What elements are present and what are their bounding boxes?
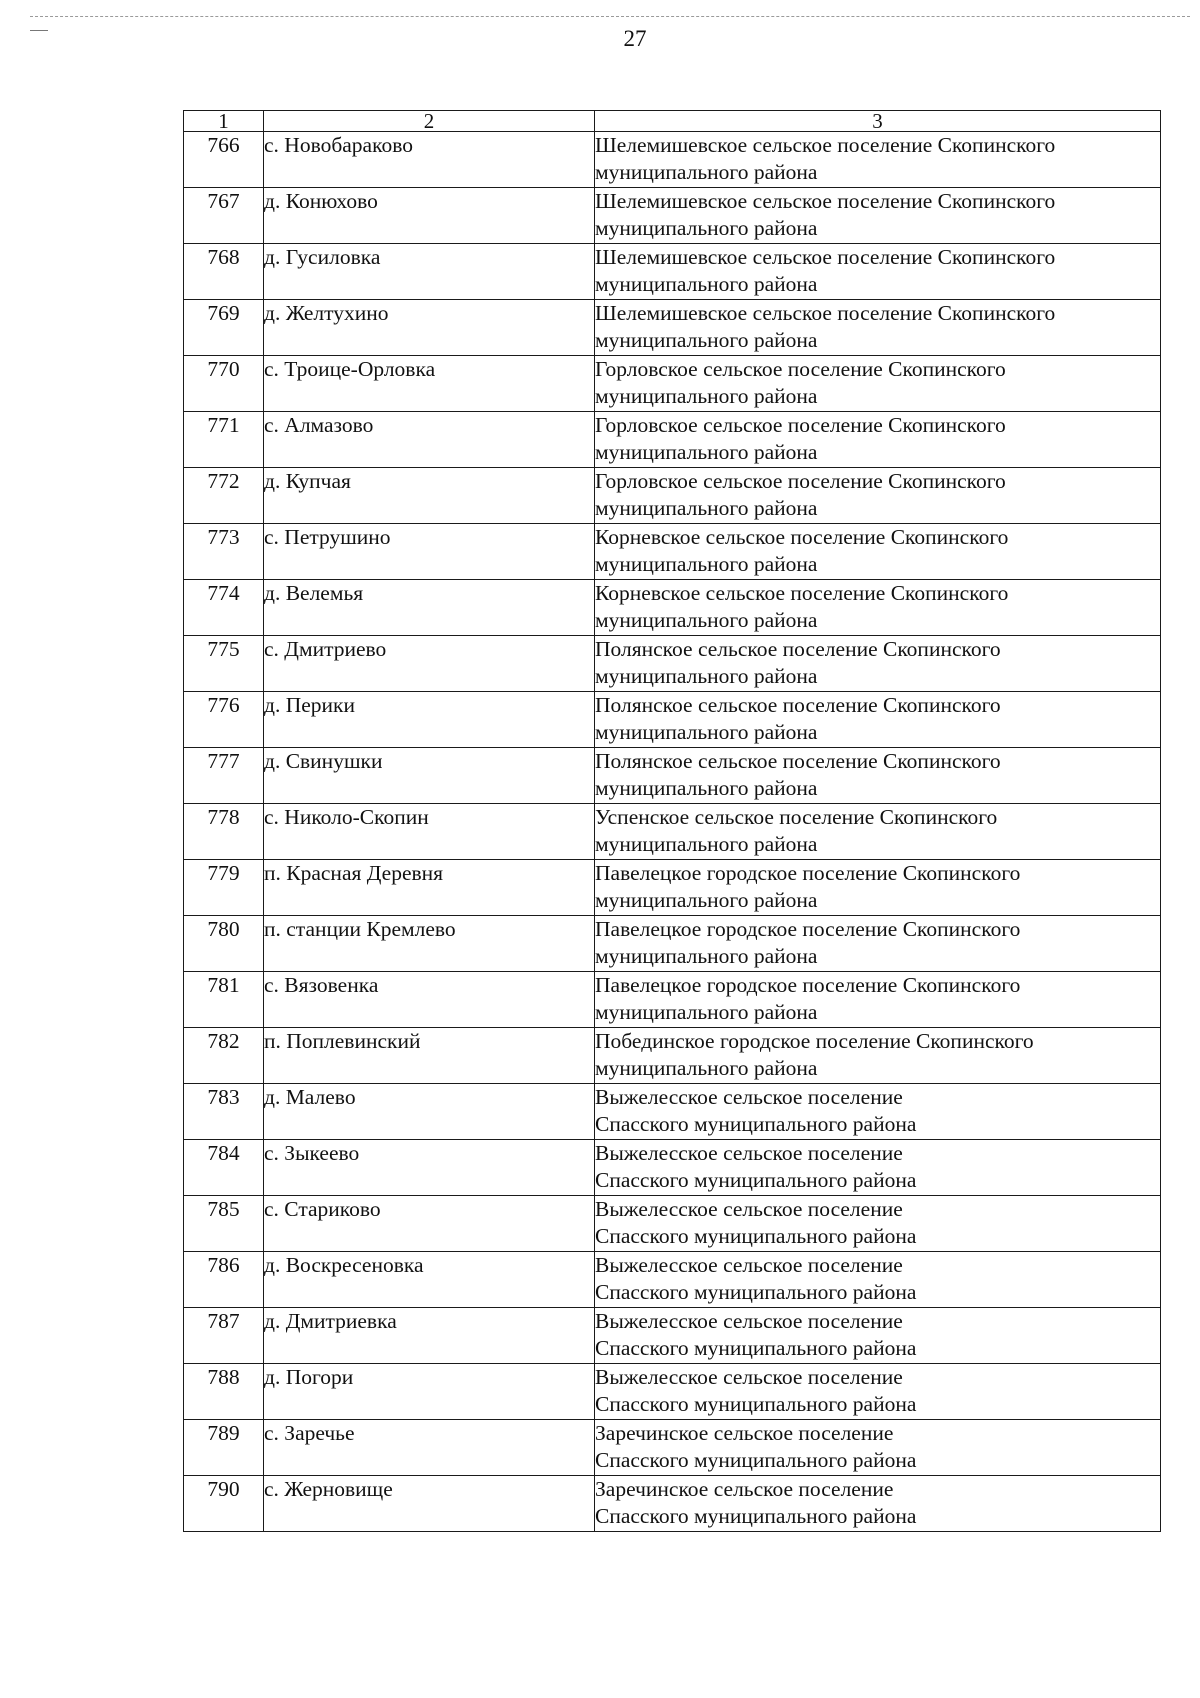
row-number: 769 [184,300,264,356]
table-row [184,412,1161,468]
row-number: 783 [184,1084,264,1140]
municipality-line-2: муниципального района [595,216,818,240]
settlement-name: д. Перики [264,692,595,748]
row-number: 766 [184,132,264,188]
settlement-name: с. Новобараково [264,132,595,188]
municipality-line-1: Заречинское сельское поселение [595,1421,894,1445]
municipality-line-1: Побединское городское поселение Скопинского [595,1029,1034,1053]
municipality-line-2: Спасского муниципального района [595,1168,917,1192]
municipality-line-2: Спасского муниципального района [595,1336,917,1360]
settlement-name: д. Купчая [264,468,595,524]
municipality-line-1: Горловское сельское поселение Скопинского [595,357,1006,381]
table-body [184,132,1161,1532]
municipality-line-2: муниципального района [595,1056,818,1080]
row-number: 771 [184,412,264,468]
municipality-line-1: Выжелесское сельское поселение [595,1365,903,1389]
municipality-cell [595,692,1161,748]
settlement-name: с. Вязовенка [264,972,595,1028]
municipality-line-1: Шелемишевское сельское поселение Скопинского [595,189,1056,213]
row-number: 767 [184,188,264,244]
table-row [184,804,1161,860]
municipality-line-1: Заречинское сельское поселение [595,1477,894,1501]
municipality-line-2: муниципального района [595,384,818,408]
settlement-name: с. Жерновище [264,1476,595,1532]
row-number: 778 [184,804,264,860]
municipality-line-2: муниципального района [595,440,818,464]
municipality-line-1: Шелемишевское сельское поселение Скопинского [595,133,1056,157]
table-row [184,244,1161,300]
municipality-line-2: Спасского муниципального района [595,1112,917,1136]
municipality-cell [595,524,1161,580]
municipality-line-2: муниципального района [595,496,818,520]
municipality-line-1: Корневское сельское поселение Скопинского [595,525,1009,549]
row-number: 774 [184,580,264,636]
row-number: 770 [184,356,264,412]
table-row [184,1252,1161,1308]
row-number: 781 [184,972,264,1028]
table-row [184,1308,1161,1364]
row-number: 773 [184,524,264,580]
municipality-line-1: Шелемишевское сельское поселение Скопинского [595,245,1056,269]
municipality-cell [595,1084,1161,1140]
table-row [184,524,1161,580]
municipality-cell [595,580,1161,636]
settlement-name: д. Гусиловка [264,244,595,300]
municipality-line-1: Горловское сельское поселение Скопинского [595,469,1006,493]
settlement-name: д. Свинушки [264,748,595,804]
settlement-name: с. Зыкеево [264,1140,595,1196]
table-row [184,916,1161,972]
municipality-cell [595,1252,1161,1308]
settlement-name: п. Поплевинский [264,1028,595,1084]
municipality-line-1: Полянское сельское поселение Скопинского [595,749,1001,773]
row-number: 779 [184,860,264,916]
municipality-line-2: муниципального района [595,1000,818,1024]
municipality-line-2: муниципального района [595,888,818,912]
municipality-cell [595,860,1161,916]
municipality-line-2: муниципального района [595,552,818,576]
municipality-cell [595,748,1161,804]
row-number: 776 [184,692,264,748]
settlement-name: с. Алмазово [264,412,595,468]
settlement-name: д. Воскресеновка [264,1252,595,1308]
row-number: 789 [184,1420,264,1476]
municipality-line-1: Полянское сельское поселение Скопинского [595,637,1001,661]
settlement-name: д. Конюхово [264,188,595,244]
row-number: 784 [184,1140,264,1196]
municipality-line-2: муниципального района [595,160,818,184]
row-number: 788 [184,1364,264,1420]
table-row [184,1364,1161,1420]
column-header-1: 1 [184,111,264,132]
table-row [184,1084,1161,1140]
municipality-line-2: муниципального района [595,272,818,296]
table-row [184,132,1161,188]
settlement-name: с. Петрушино [264,524,595,580]
settlement-name: с. Дмитриево [264,636,595,692]
municipality-cell [595,468,1161,524]
municipality-line-2: муниципального района [595,944,818,968]
municipality-line-1: Горловское сельское поселение Скопинского [595,413,1006,437]
municipality-cell [595,132,1161,188]
table-row [184,692,1161,748]
table-row [184,468,1161,524]
municipality-cell [595,1420,1161,1476]
scan-edge-line [30,16,1190,17]
column-header-3: 3 [595,111,1161,132]
municipality-line-1: Выжелесское сельское поселение [595,1309,903,1333]
table-row [184,1476,1161,1532]
row-number: 790 [184,1476,264,1532]
settlement-name: д. Погори [264,1364,595,1420]
municipality-line-2: муниципального района [595,776,818,800]
row-number: 780 [184,916,264,972]
table-row [184,300,1161,356]
municipality-cell [595,300,1161,356]
municipality-cell [595,1140,1161,1196]
table-row [184,1196,1161,1252]
row-number: 777 [184,748,264,804]
table-row [184,356,1161,412]
municipality-cell [595,244,1161,300]
municipality-cell [595,972,1161,1028]
table-row [184,860,1161,916]
municipality-line-1: Корневское сельское поселение Скопинского [595,581,1009,605]
row-number: 786 [184,1252,264,1308]
municipality-cell [595,1308,1161,1364]
municipality-line-1: Успенское сельское поселение Скопинского [595,805,998,829]
municipality-line-1: Павелецкое городское поселение Скопинского [595,973,1021,997]
column-header-2: 2 [264,111,595,132]
row-number: 775 [184,636,264,692]
municipality-line-1: Полянское сельское поселение Скопинского [595,693,1001,717]
municipality-line-2: муниципального района [595,664,818,688]
table-row [184,1140,1161,1196]
municipality-cell [595,412,1161,468]
municipality-line-2: муниципального района [595,608,818,632]
municipality-cell [595,1364,1161,1420]
municipality-line-1: Шелемишевское сельское поселение Скопинского [595,301,1056,325]
settlements-table [183,110,1161,1532]
municipality-line-1: Выжелесское сельское поселение [595,1141,903,1165]
municipality-cell [595,1028,1161,1084]
table-header-row [184,111,1161,132]
table-row [184,972,1161,1028]
municipality-line-1: Выжелесское сельское поселение [595,1253,903,1277]
municipality-cell [595,1476,1161,1532]
table-row [184,636,1161,692]
municipality-line-1: Павелецкое городское поселение Скопинского [595,917,1021,941]
municipality-cell [595,356,1161,412]
municipality-line-2: Спасского муниципального района [595,1392,917,1416]
row-number: 787 [184,1308,264,1364]
settlement-name: п. Красная Деревня [264,860,595,916]
settlement-name: п. станции Кремлево [264,916,595,972]
municipality-cell [595,1196,1161,1252]
settlement-name: д. Малево [264,1084,595,1140]
municipality-line-2: Спасского муниципального района [595,1280,917,1304]
municipality-line-2: Спасского муниципального района [595,1448,917,1472]
page-number: 27 [623,26,647,51]
table-row [184,188,1161,244]
municipality-line-1: Выжелесское сельское поселение [595,1085,903,1109]
row-number: 785 [184,1196,264,1252]
municipality-line-1: Павелецкое городское поселение Скопинского [595,861,1021,885]
settlement-name: с. Стариково [264,1196,595,1252]
municipality-cell [595,188,1161,244]
settlement-name: с. Николо-Скопин [264,804,595,860]
municipality-line-2: Спасского муниципального района [595,1224,917,1248]
settlement-name: с. Заречье [264,1420,595,1476]
row-number: 768 [184,244,264,300]
table-row [184,580,1161,636]
municipality-line-2: Спасского муниципального района [595,1504,917,1528]
municipality-line-2: муниципального района [595,720,818,744]
settlement-name: д. Велемья [264,580,595,636]
municipality-line-2: муниципального района [595,832,818,856]
municipality-line-2: муниципального района [595,328,818,352]
municipality-line-1: Выжелесское сельское поселение [595,1197,903,1221]
settlement-name: с. Троице-Орловка [264,356,595,412]
settlement-name: д. Желтухино [264,300,595,356]
row-number: 782 [184,1028,264,1084]
table-row [184,1028,1161,1084]
municipality-cell [595,916,1161,972]
municipality-cell [595,636,1161,692]
table-row [184,1420,1161,1476]
municipality-cell [595,804,1161,860]
table-row [184,748,1161,804]
settlement-name: д. Дмитриевка [264,1308,595,1364]
row-number: 772 [184,468,264,524]
